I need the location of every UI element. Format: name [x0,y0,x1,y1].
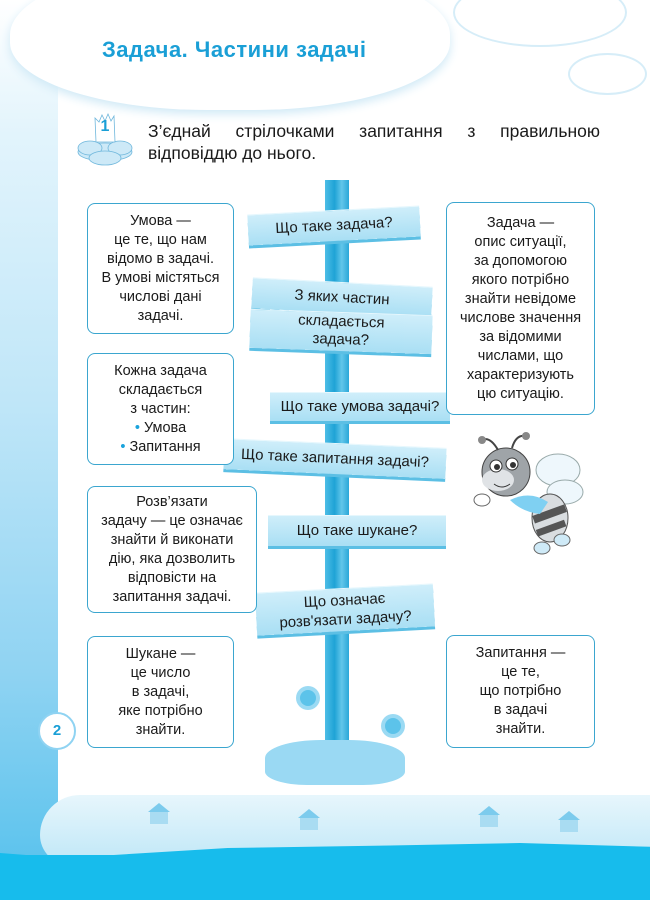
bullet-item: • Умова [88,419,233,438]
sign-what-is-task[interactable] [247,206,420,246]
bee-icon [470,430,590,570]
signpost-pole [325,180,349,780]
card-line: задачі. [137,307,184,324]
card-line: в задачі, [131,683,190,700]
sign-task-parts-lower[interactable] [249,309,432,354]
card-line: яке потрібно [118,702,203,719]
cloud-decoration [570,55,645,93]
card-line: знайти й виконати [110,531,234,548]
card-line: Кожна задача [114,362,207,379]
house-decoration [300,818,318,830]
card-line: Шукане — [125,645,196,662]
card-unknown-definition[interactable] [87,636,234,748]
card-line: опис ситуації, [474,233,567,250]
bullet-item: • Запитання [88,438,233,457]
flower-decoration [300,690,316,706]
task-number-badge [76,112,134,166]
left-decorative-strip [0,0,58,900]
card-line: за відомими [479,328,562,345]
task-number: 1 [100,118,110,135]
card-solve-definition[interactable] [87,486,257,613]
card-line: В умові містяться [101,269,220,286]
cloud-decoration [455,0,625,45]
card-line: за допомогою [473,252,568,269]
page-title: Задача. Частини задачі [102,37,367,62]
card-task-definition[interactable] [446,202,595,415]
sign-text: Що таке шукане? [296,522,418,539]
sign-text: складається [297,311,385,332]
card-line: це число [130,664,191,681]
sign-what-is-unknown[interactable] [268,515,446,546]
sign-text: Що таке умова задачі? [280,398,440,415]
card-line: числами, що [477,347,564,364]
card-line: знайти невідоме [464,290,577,307]
grass-ground [265,740,405,785]
card-task-parts[interactable] [87,353,234,465]
house-decoration [560,820,578,832]
sign-text: Що таке запитання задачі? [240,445,430,472]
card-line: з частин: [130,400,191,417]
card-line: дію, яка дозволить [108,550,236,567]
house-decoration [150,812,168,824]
card-line: задачу — це означає [101,512,243,529]
task-instruction: З’єднай стрілочками запитання з правильною відповіддю до нього. [148,121,600,163]
sign-what-is-condition[interactable] [270,392,450,421]
card-line: що потрібно [479,683,562,699]
bee-illustration [470,430,590,570]
sign-text: розв'язати задачу? [279,607,413,632]
card-line: Умова — [130,212,191,229]
card-line: знайти. [495,721,546,737]
card-line: запитання задачі. [112,588,232,605]
card-line: цю ситуацію. [477,385,564,402]
card-line: числове значення [459,309,582,326]
card-line: в задачі [493,702,548,718]
sign-what-is-solve[interactable] [255,583,435,635]
card-line: Запитання — [475,645,566,661]
card-question-definition[interactable] [446,635,595,748]
card-line: відповісти на [127,569,217,586]
card-line: знайти. [135,721,186,738]
card-line: якого потрібно [471,271,570,288]
sign-text: Що таке задача? [274,213,394,238]
sign-text: Що означає [303,589,386,612]
card-condition-definition[interactable] [87,203,234,334]
sign-text: З яких частин [294,286,390,309]
card-line: характеризують [467,366,574,383]
page-number: 2 [38,712,76,750]
card-line: складається [118,381,203,398]
house-decoration [480,815,498,827]
card-line: це те, що нам [114,231,207,248]
sign-text: задача? [312,330,370,349]
bottom-band [0,855,650,900]
card-line: числові дані [119,288,202,305]
card-line: Розв’язати [136,493,208,510]
card-line: Задача — [486,214,555,231]
sign-what-is-question[interactable] [223,438,446,479]
card-line: це те, [501,664,540,680]
flower-decoration [385,718,401,734]
card-line: відомо в задачі. [107,250,214,267]
